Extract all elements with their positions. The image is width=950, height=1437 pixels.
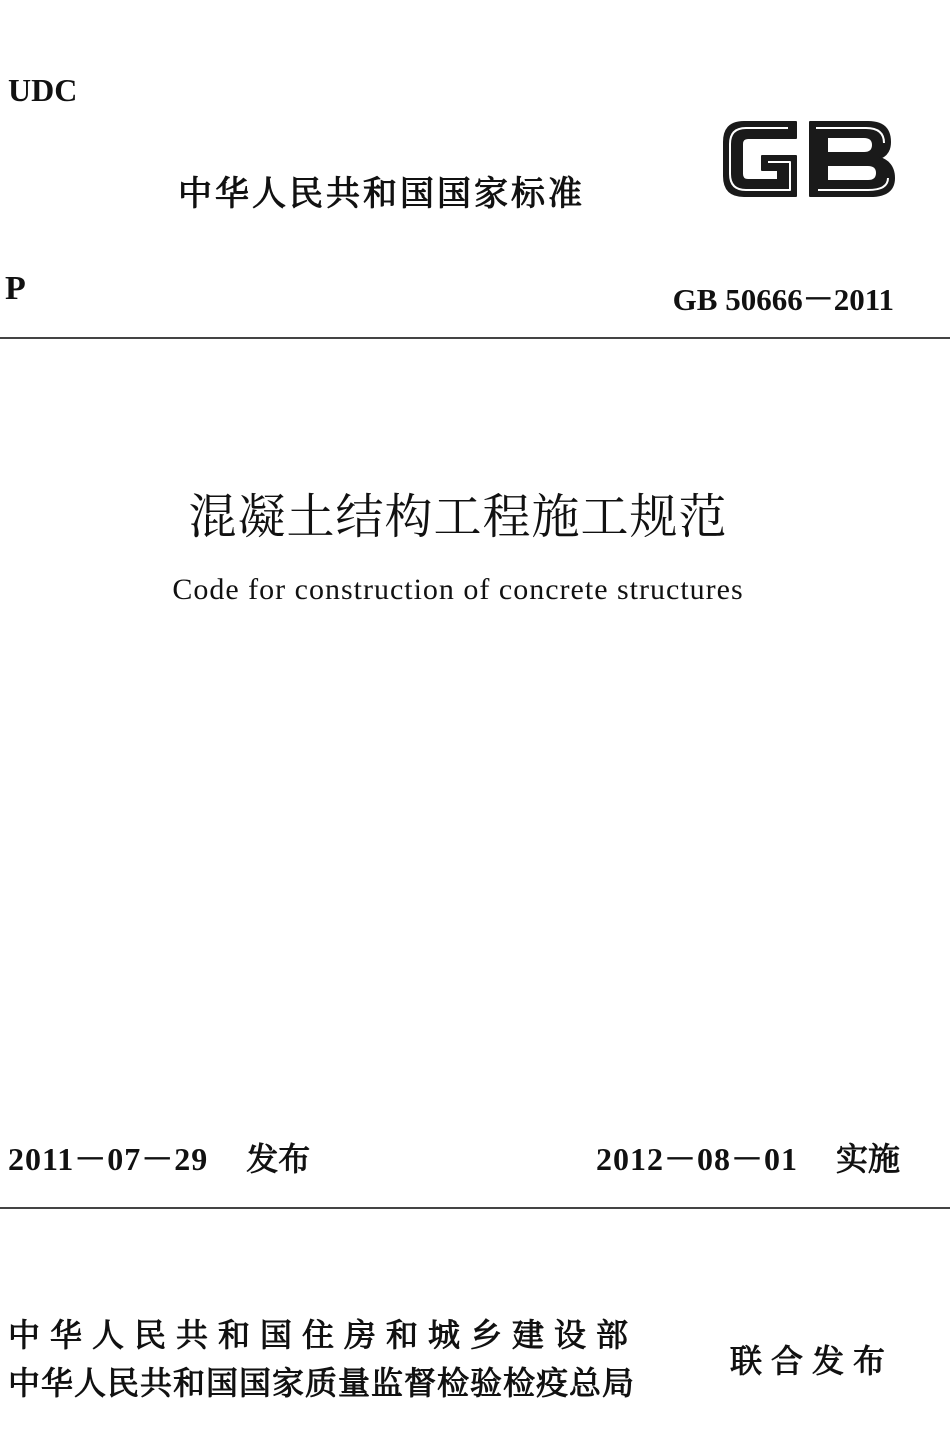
document-title-chinese: 混凝土结构工程施工规范 — [188, 489, 728, 545]
issue-date: 2011－07－29 — [8, 1141, 209, 1177]
implement-label: 实施 — [835, 1140, 900, 1178]
udc-label: UDC — [8, 72, 78, 108]
header-divider — [0, 337, 950, 339]
joint-publish-label: 联合发布 — [730, 1342, 895, 1380]
classification-code: P — [5, 270, 26, 307]
national-standard-heading: 中华人民共和国国家标准 — [178, 174, 585, 214]
issue-label: 发布 — [246, 1140, 311, 1178]
issue-date-row — [8, 1134, 310, 1180]
publisher-ministry: 中华人民共和国住房和城乡建设部 — [8, 1316, 639, 1354]
publisher-aqsiq: 中华人民共和国国家质量监督检验检疫总局 — [8, 1364, 636, 1402]
implement-date: 2012－08－01 — [595, 1141, 798, 1177]
implement-date-row — [596, 1134, 900, 1180]
footer-divider — [0, 1207, 950, 1209]
standard-number: GB 50666－2011 — [672, 282, 894, 317]
gb-logo-icon — [718, 112, 898, 206]
document-title-english: Code for construction of concrete structures — [172, 573, 744, 606]
